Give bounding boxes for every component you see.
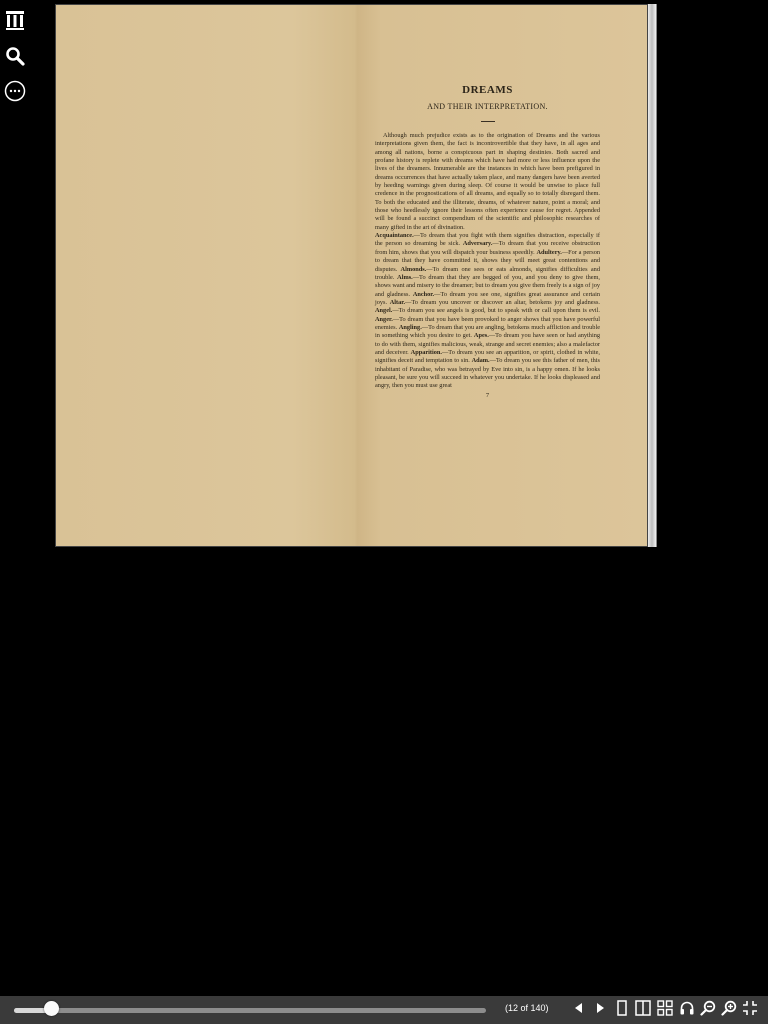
two-page-view-button[interactable]: [633, 1000, 653, 1020]
page-number: 7: [485, 391, 490, 399]
dream-entries: [375, 232, 600, 389]
read-aloud-button[interactable]: [677, 1000, 697, 1020]
entry-text: —To dream you see this father of men, this inhabitant of Paradise, who was betrayed by Eve into sin, is a happy omen. If he looks pleasant, be sure you will succeed in whatever you undertake. If he looks displeased and angry, then you must use great: [375, 357, 600, 390]
bottom-toolbar: [0, 996, 768, 1024]
entry-text: —To dream you uncover or discover an altar, betokens joy and gladness.: [405, 298, 600, 306]
page-edge: [648, 4, 657, 547]
search-icon: [5, 46, 25, 66]
zoom-in-button[interactable]: [719, 1000, 739, 1020]
entry-text: —To dream you see an apparition, or spirit, clothed in white, signifies deceit and temptation to sin.: [375, 348, 600, 365]
entry-text: —To dream that you receive obstruction from him, shows that you will dispatch your business speedily.: [375, 240, 600, 256]
two-page-view-icon: [635, 1000, 651, 1021]
previous-page-button[interactable]: [569, 1000, 589, 1020]
read-aloud-icon: [679, 1000, 695, 1021]
page-title: DREAMS: [462, 84, 513, 96]
book-spread: [55, 4, 648, 547]
entry-term: Adversary.: [462, 240, 493, 248]
entry-text: —To dream that you are angling, betokens much affliction and trouble in something which you desire to get.: [375, 323, 600, 340]
library-icon: [5, 9, 25, 31]
entry-term: Adultery.: [536, 248, 562, 256]
entry-term: Altar.: [389, 298, 406, 306]
one-page-view-button[interactable]: [612, 1000, 632, 1020]
next-page-icon: [594, 1001, 606, 1019]
exit-fullscreen-button[interactable]: [740, 1000, 760, 1020]
zoom-out-button[interactable]: [698, 1000, 718, 1020]
more-options-button[interactable]: [4, 80, 26, 102]
entry-text: —To dream that you have been provoked to anger shows that you have powerful enemies.: [375, 315, 600, 331]
next-page-button[interactable]: [590, 1000, 610, 1020]
entry-text: —To dream that they are begged of you, and you deny to give them, shows want and misery to the dreamer; but to dream you give them freely is a sign of joy and gladness.: [375, 273, 600, 298]
entry-term: Apparition.: [410, 348, 442, 356]
thumbnail-view-button[interactable]: [655, 1000, 675, 1020]
one-page-view-icon: [616, 1000, 628, 1021]
entry-term: Anchor.: [412, 290, 435, 298]
page-slider-handle[interactable]: [44, 1001, 59, 1016]
entry-text: —To dream that you fight with them signifies distraction, especially if the person so dreaming be sick.: [375, 232, 600, 248]
page-body: [375, 132, 600, 391]
entry-term: Alms.: [397, 273, 413, 281]
page-slider[interactable]: [14, 1008, 486, 1013]
zoom-in-icon: [721, 1000, 737, 1021]
zoom-out-icon: [700, 1000, 716, 1021]
page-count: (12 of 140): [505, 1003, 549, 1013]
thumbnail-view-icon: [657, 1000, 673, 1021]
entry-text: —For a person to dream that they have committed it, shows they will meet great contentions and disputes.: [375, 248, 600, 273]
entry-term: Adam.: [471, 357, 490, 365]
right-page: [375, 84, 600, 399]
entry-term: Angel.: [375, 307, 393, 315]
entry-term: Angling.: [398, 323, 422, 331]
exit-fullscreen-icon: [742, 1000, 758, 1021]
entry-term: Anger.: [375, 315, 393, 323]
more-options-icon: [4, 80, 26, 102]
search-button[interactable]: [4, 45, 26, 67]
entry-term: Acquaintance.: [375, 232, 414, 240]
entry-text: —To dream you see one, signifies great assurance and certain joys.: [375, 290, 600, 306]
intro-paragraph: Although much prejudice exists as to the origination of Dreams and the various interpretations given them, the fact is incontrovertible that they have, in all ages and among all nations, borne a conspicuous part in shaping destinies. Both sacred and profane history is replete with dreams which have had more or less influence upon the lives of the dreamers. Innumerable are the instances in which have been prefigured in dreams occurrences that have actually taken place, and many dangers have been averted by heeding warnings given during sleep. Of course it would be unwise to place full credence in the prognostications of all dreams, and equally so to totally disregard them. To both the educated and the illiterate, dreams, of whatever nature, point a moral; and those who heedlessly ignore their lessons often experience cause for regret. Appended will be found a succinct compendium of the scientific and philosophic researches of many gifted in the art of divination.: [375, 132, 600, 231]
entry-text: —To dream one sees or eats almonds, signifies difficulties and trouble.: [375, 265, 600, 281]
title-divider: [481, 121, 495, 122]
entry-term: Almonds.: [400, 265, 427, 273]
entry-term: Apes.: [473, 332, 489, 340]
entry-text: —To dream you have seen or had anything to do with them, signifies malicious, weak, strange and secret enemies; also a malefactor and deceiver.: [375, 332, 600, 356]
library-button[interactable]: [4, 9, 26, 31]
page-subtitle: AND THEIR INTERPRETATION.: [427, 102, 548, 111]
entry-text: —To dream you see angels is good, but to speak with or call upon them is evil.: [392, 307, 600, 315]
previous-page-icon: [573, 1001, 585, 1019]
